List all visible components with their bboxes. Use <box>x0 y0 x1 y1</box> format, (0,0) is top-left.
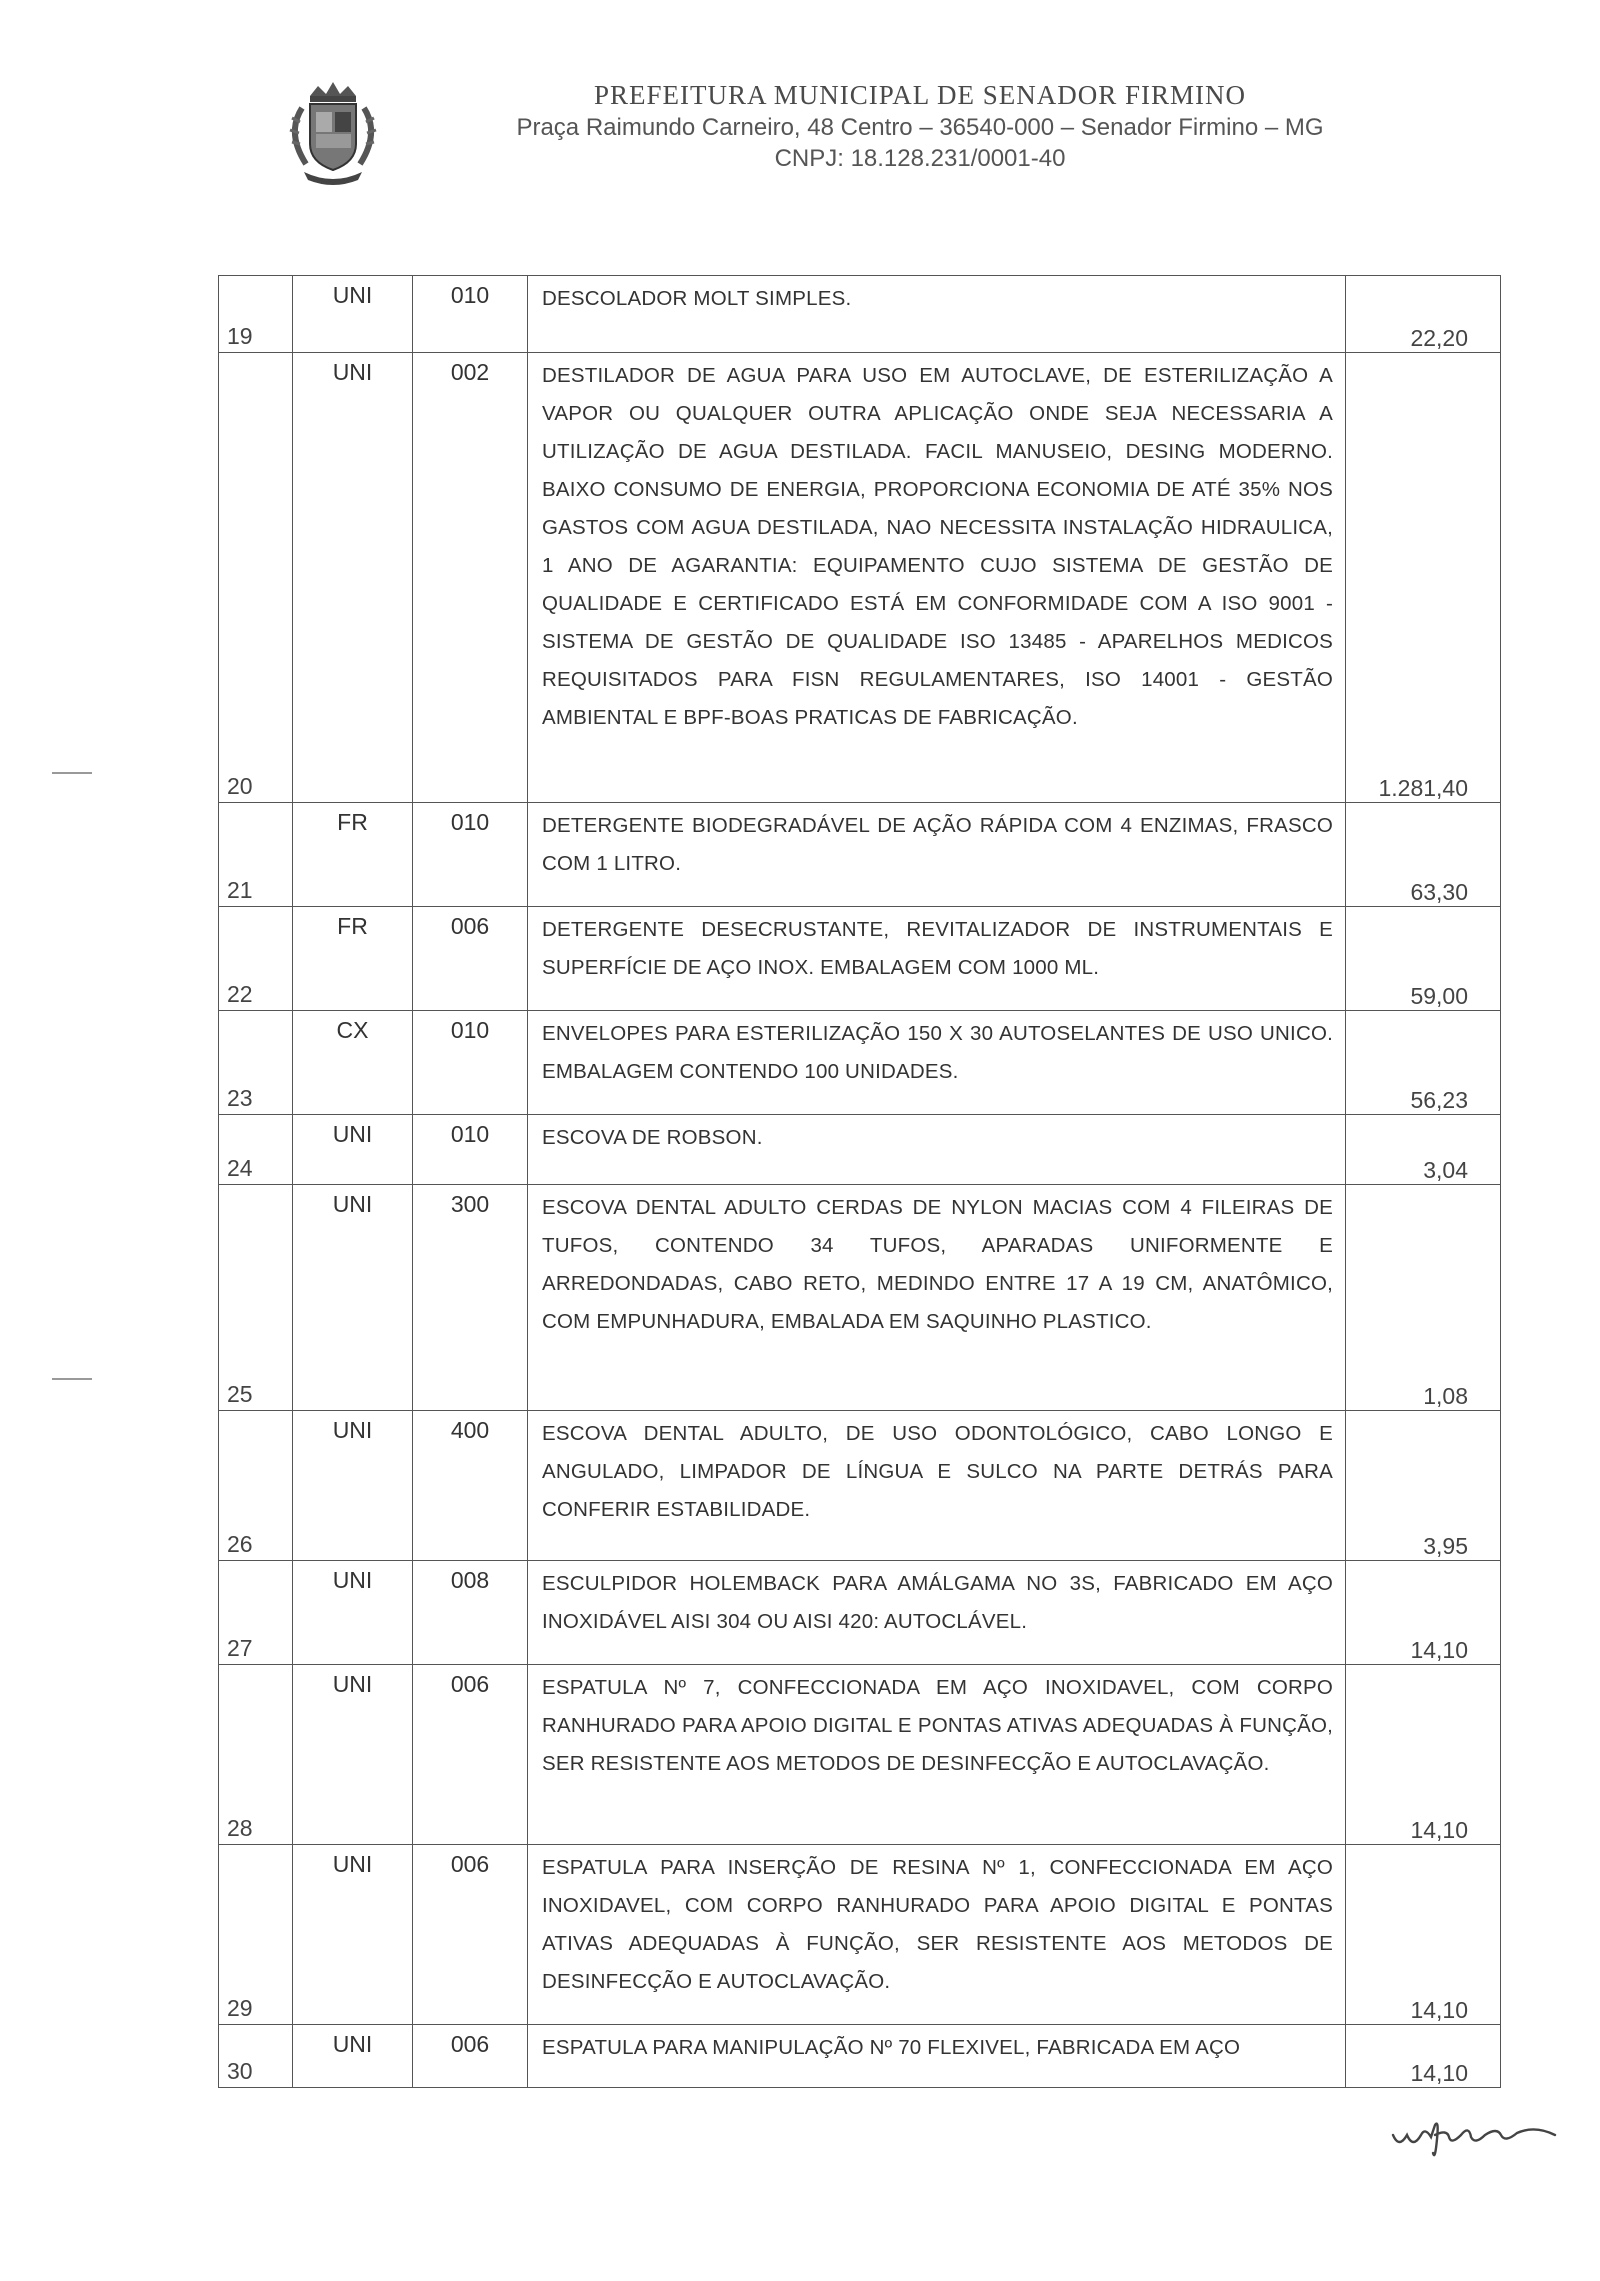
item-unit-cell: UNI <box>293 1185 413 1411</box>
item-price-cell <box>1346 2025 1501 2088</box>
item-price-cell <box>1346 1411 1501 1561</box>
item-description-cell: ESCOVA DE ROBSON. <box>528 1115 1346 1185</box>
table-row <box>219 1185 1501 1411</box>
item-price: 3,95 <box>1423 1533 1468 1559</box>
item-unit-cell: UNI <box>293 1411 413 1561</box>
item-number-cell <box>219 1011 293 1115</box>
item-price-cell <box>1346 1115 1501 1185</box>
item-price: 14,10 <box>1410 1637 1468 1663</box>
item-unit-cell: UNI <box>293 1665 413 1845</box>
item-number-cell <box>219 907 293 1011</box>
table-row <box>219 1011 1501 1115</box>
item-price-cell <box>1346 1845 1501 2025</box>
item-unit-cell: FR <box>293 803 413 907</box>
item-number: 23 <box>227 1085 253 1111</box>
letterhead <box>280 78 1440 188</box>
table-row <box>219 1115 1501 1185</box>
municipality-address: Praça Raimundo Carneiro, 48 Centro – 36540-000 – Senador Firmino – MG <box>516 114 1324 141</box>
item-quantity-cell: 006 <box>413 1845 528 2025</box>
item-price: 56,23 <box>1410 1087 1468 1113</box>
item-number: 22 <box>227 981 253 1007</box>
item-price: 1.281,40 <box>1378 775 1468 801</box>
table-row <box>219 1665 1501 1845</box>
item-unit-cell: CX <box>293 1011 413 1115</box>
item-quantity-cell: 010 <box>413 1011 528 1115</box>
item-number: 19 <box>227 323 253 349</box>
item-number-cell <box>219 1665 293 1845</box>
table-row <box>219 276 1501 353</box>
item-description-cell: ESCOVA DENTAL ADULTO CERDAS DE NYLON MACIAS COM 4 FILEIRAS DE TUFOS, CONTENDO 34 TUFOS, APARADAS UNIFORMENTE E ARREDONDADAS, CABO RETO, MEDINDO ENTRE 17 A 19 CM, ANATÔMICO, COM EMPUNHADURA, EMBALADA EM SAQUINHO PLASTICO. <box>528 1185 1346 1411</box>
item-quantity-cell: 300 <box>413 1185 528 1411</box>
item-description-cell: ESPATULA Nº 7, CONFECCIONADA EM AÇO INOXIDAVEL, COM CORPO RANHURADO PARA APOIO DIGITAL E PONTAS ATIVAS ADEQUADAS À FUNÇÃO, SER RESISTENTE AOS METODOS DE DESINFECÇÃO E AUTOCLAVAÇÃO. <box>528 1665 1346 1845</box>
item-price-cell <box>1346 353 1501 803</box>
item-quantity-cell: 010 <box>413 276 528 353</box>
item-unit-cell: UNI <box>293 276 413 353</box>
item-description-cell: DESTILADOR DE AGUA PARA USO EM AUTOCLAVE, DE ESTERILIZAÇÃO A VAPOR OU QUALQUER OUTRA APLICAÇÃO ONDE SEJA NECESSARIA A UTILIZAÇÃO DE AGUA DESTILADA. FACIL MANUSEIO, DESING MODERNO. BAIXO CONSUMO DE ENERGIA, PROPORCIONA ECONOMIA DE ATÉ 35% NOS GASTOS COM AGUA DESTILADA, NAO NECESSITA INSTALAÇÃO HIDRAULICA, 1 ANO DE AGARANTIA: EQUIPAMENTO CUJO SISTEMA DE GESTÃO DE QUALIDADE E CERTIFICADO ESTÁ EM CONFORMIDADE COM A ISO 9001 - SISTEMA DE GESTÃO DE QUALIDADE ISO 13485 - APARELHOS MEDICOS REQUISITADOS PARA FISN REGULAMENTARES, ISO 14001 - GESTÃO AMBIENTAL E BPF-BOAS PRATICAS DE FABRICAÇÃO. <box>528 353 1346 803</box>
item-price: 63,30 <box>1410 879 1468 905</box>
item-description-cell: DESCOLADOR MOLT SIMPLES. <box>528 276 1346 353</box>
item-quantity-cell: 006 <box>413 907 528 1011</box>
scan-margin-mark <box>52 772 92 774</box>
table-row <box>219 353 1501 803</box>
item-description-cell: DETERGENTE DESECRUSTANTE, REVITALIZADOR DE INSTRUMENTAIS E SUPERFÍCIE DE AÇO INOX. EMBALAGEM COM 1000 ML. <box>528 907 1346 1011</box>
item-quantity-cell: 010 <box>413 1115 528 1185</box>
item-number: 29 <box>227 1995 253 2021</box>
items-table <box>218 275 1501 2088</box>
item-number-cell <box>219 353 293 803</box>
item-unit-cell: UNI <box>293 353 413 803</box>
item-unit-cell: UNI <box>293 2025 413 2088</box>
item-number-cell <box>219 803 293 907</box>
item-price: 14,10 <box>1410 1817 1468 1843</box>
item-price: 14,10 <box>1410 1997 1468 2023</box>
item-number-cell <box>219 2025 293 2088</box>
item-quantity-cell: 006 <box>413 2025 528 2088</box>
item-price: 22,20 <box>1410 325 1468 351</box>
item-description-cell: ESCOVA DENTAL ADULTO, DE USO ODONTOLÓGICO, CABO LONGO E ANGULADO, LIMPADOR DE LÍNGUA E SULCO NA PARTE DETRÁS PARA CONFERIR ESTABILIDADE. <box>528 1411 1346 1561</box>
item-description-cell: ESCULPIDOR HOLEMBACK PARA AMÁLGAMA NO 3S, FABRICADO EM AÇO INOXIDÁVEL AISI 304 OU AISI 420: AUTOCLÁVEL. <box>528 1561 1346 1665</box>
item-number: 20 <box>227 773 253 799</box>
item-description-cell: ENVELOPES PARA ESTERILIZAÇÃO 150 X 30 AUTOSELANTES DE USO UNICO. EMBALAGEM CONTENDO 100 UNIDADES. <box>528 1011 1346 1115</box>
item-price-cell <box>1346 1011 1501 1115</box>
item-description-cell: ESPATULA PARA MANIPULAÇÃO Nº 70 FLEXIVEL, FABRICADA EM AÇO <box>528 2025 1346 2088</box>
table-row <box>219 907 1501 1011</box>
item-price-cell <box>1346 803 1501 907</box>
item-number: 26 <box>227 1531 253 1557</box>
municipal-coat-of-arms-icon <box>280 78 386 188</box>
item-number-cell <box>219 1561 293 1665</box>
item-quantity-cell: 008 <box>413 1561 528 1665</box>
item-number-cell <box>219 1115 293 1185</box>
item-number: 21 <box>227 877 253 903</box>
item-price-cell <box>1346 276 1501 353</box>
item-number: 27 <box>227 1635 253 1661</box>
item-price: 59,00 <box>1410 983 1468 1009</box>
municipality-name: PREFEITURA MUNICIPAL DE SENADOR FIRMINO <box>593 80 1247 110</box>
item-number: 28 <box>227 1815 253 1841</box>
table-row <box>219 803 1501 907</box>
item-number: 30 <box>227 2058 253 2084</box>
municipality-cnpj: CNPJ: 18.128.231/0001-40 <box>774 145 1066 172</box>
item-price-cell <box>1346 1561 1501 1665</box>
item-number: 25 <box>227 1381 253 1407</box>
item-number-cell <box>219 1845 293 2025</box>
item-quantity-cell: 002 <box>413 353 528 803</box>
table-row <box>219 2025 1501 2088</box>
scan-margin-mark <box>52 1378 92 1380</box>
item-quantity-cell: 006 <box>413 1665 528 1845</box>
item-price: 14,10 <box>1410 2060 1468 2086</box>
item-price-cell <box>1346 1185 1501 1411</box>
item-unit-cell: FR <box>293 907 413 1011</box>
item-unit-cell: UNI <box>293 1561 413 1665</box>
item-price: 1,08 <box>1423 1383 1468 1409</box>
table-row <box>219 1411 1501 1561</box>
table-row <box>219 1845 1501 2025</box>
table-row <box>219 1561 1501 1665</box>
item-number: 24 <box>227 1155 253 1181</box>
item-number-cell <box>219 1185 293 1411</box>
handwritten-initials-icon <box>1385 2105 1575 2165</box>
item-quantity-cell: 400 <box>413 1411 528 1561</box>
item-number-cell <box>219 276 293 353</box>
item-price-cell <box>1346 1665 1501 1845</box>
item-description-cell: DETERGENTE BIODEGRADÁVEL DE AÇÃO RÁPIDA COM 4 ENZIMAS, FRASCO COM 1 LITRO. <box>528 803 1346 907</box>
item-quantity-cell: 010 <box>413 803 528 907</box>
item-description-cell: ESPATULA PARA INSERÇÃO DE RESINA Nº 1, CONFECCIONADA EM AÇO INOXIDAVEL, COM CORPO RANHURADO PARA APOIO DIGITAL E PONTAS ATIVAS ADEQUADAS À FUNÇÃO, SER RESISTENTE AOS METODOS DE DESINFECÇÃO E AUTOCLAVAÇÃO. <box>528 1845 1346 2025</box>
item-unit-cell: UNI <box>293 1115 413 1185</box>
item-price-cell <box>1346 907 1501 1011</box>
item-unit-cell: UNI <box>293 1845 413 2025</box>
item-number-cell <box>219 1411 293 1561</box>
item-price: 3,04 <box>1423 1157 1468 1183</box>
